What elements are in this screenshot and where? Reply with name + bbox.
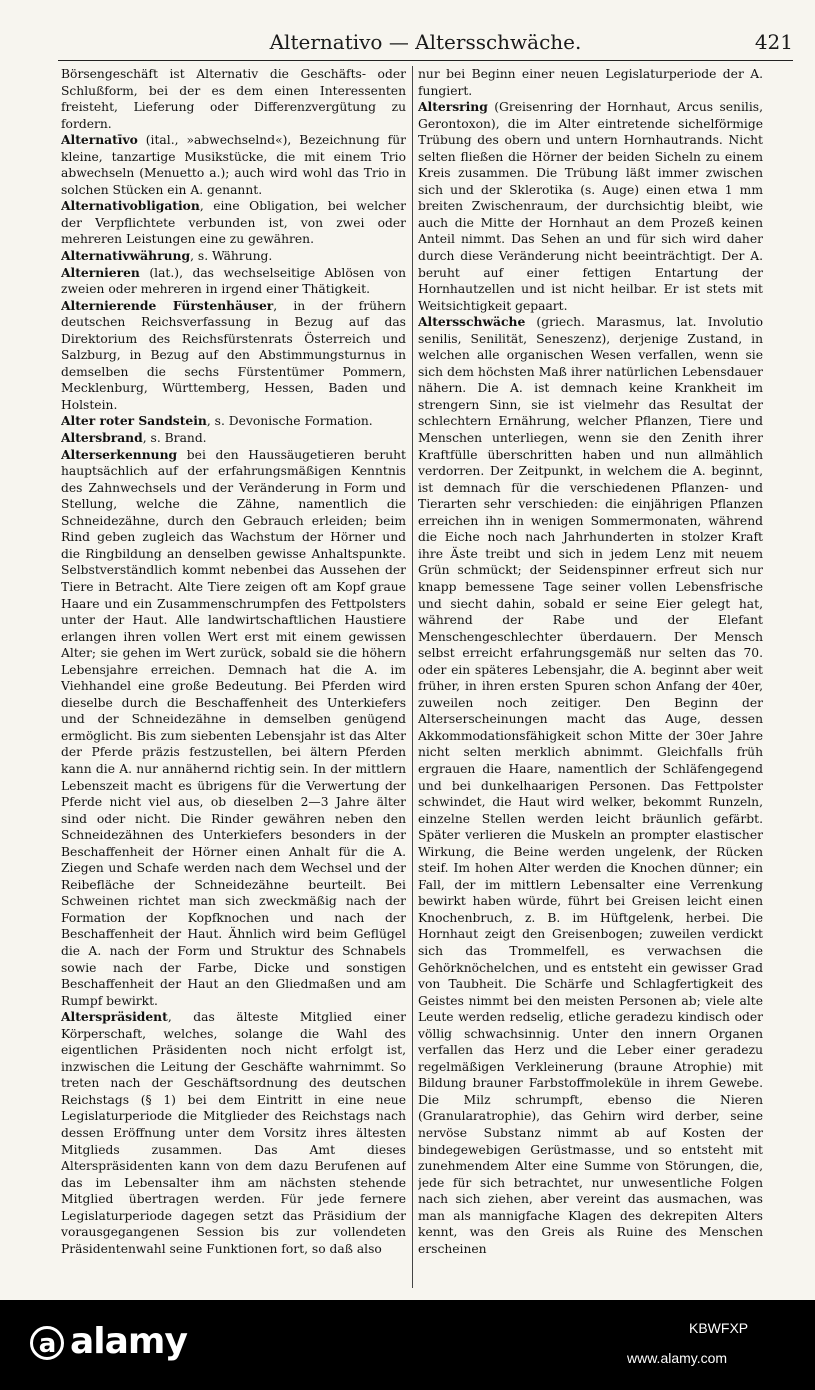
dictionary-entry: Alternativobligation, eine Obligation, bei welcher der Verpflichtete verbunden ist, von zwei oder mehreren Leistungen eine zu gewähren.	[61, 198, 406, 247]
page-header	[58, 30, 793, 58]
entry-headword: Alternativwährung	[61, 248, 191, 264]
entry-headword: Alternatīvo	[61, 132, 138, 148]
header-rule	[58, 60, 793, 61]
dictionary-entry: Alternatīvo (ital., »abwechselnd«), Bezeichnung für kleine, tanzartige Musikstücke, die mit einem Trio abwechseln (Menuetto a.); auch wird wohl das Trio in solchen Stücken ein A. genannt.	[61, 132, 406, 197]
dictionary-entry: Alterspräsident, das älteste Mitglied einer Körperschaft, welches, solange die Wahl des eigentlichen Präsidenten noch nicht erfolgt ist, inzwischen die Leitung der Geschäfte wahrnimmt. So treten nach der Geschäftsordnung des deutschen Reichstags (§ 1) bei dem Eintritt in eine neue Legislaturperiode die Mitglieder des Reichstags nach dessen Eröffnung unter dem Vorsitz ihres ältesten Mitglieds zusammen. Das Amt dieses Alterspräsidenten kann von dem dazu Berufenen auf das im Lebensalter ihm am nächsten stehende Mitglied übertragen werden. Für jede fernere Legislaturperiode dagegen setzt das Präsidium der vorausgegangenen Session bis zur vollendeten Präsidentenwahl seine Funktionen fort, so daß also	[61, 1009, 406, 1256]
entry-headword: Altersbrand	[61, 430, 143, 446]
entry-headword: Alternieren	[61, 264, 140, 280]
entry-headword: Alterserkennung	[61, 446, 178, 462]
image-id: KBWFXP	[689, 1320, 749, 1336]
column-divider	[412, 66, 413, 1288]
alamy-logo: a alamy	[30, 1321, 187, 1362]
dictionary-entry: Alterserkennung bei den Haussäugetieren beruht hauptsächlich auf der erfahrungsmäßigen Kenntnis des Zahnwechsels und der Veränderung in Form und Stellung, welche die Zähne, namentlich die Schneidezähne, durch den Gebrauch erleiden; beim Rind geben zugleich das Wachstum der Hörner und die Ringbildung an denselben gewisse Anhaltspunkte. Selbstverständlich kommt nebenbei das Aussehen der Tiere in Betracht. Alte Tiere zeigen oft am Kopf graue Haare und ein Zusammenschrumpfen des Fettpolsters unter der Haut. Alle landwirtschaftlichen Haustiere erlangen ihren vollen Wert erst mit einem gewissen Alter; sie gehen im Wert zurück, sobald sie die höhern Lebensjahre erreichen. Demnach hat die A. im Viehhandel eine große Bedeutung. Bei Pferden wird dieselbe durch die Beschaffenheit des Unterkiefers und der Schneidezähne in demselben genügend ermöglicht. Bis zum siebenten Lebensjahr ist das Alter der Pferde präzis festzustellen, bei ältern Pferden kann die A. nur annähernd richtig sein. In der mittlern Lebenszeit macht es übrigens für die Verwertung der Pferde nicht viel aus, ob dieselben 2—3 Jahre älter sind oder nicht. Die Rinder gewähren neben den Schneidezähnen des Unterkiefers besonders in der Beschaffenheit der Hörner einen Anhalt für die A. Ziegen und Schafe werden nach dem Wechsel und der Reibefläche der Schneidezähne beurteilt. Bei Schweinen richtet man sich zweckmäßig nach der Formation der Kopfknochen und nach der Beschaffenheit der Haut. Ähnlich wird beim Geflügel die A. nach der Form und Struktur des Schnabels sowie nach der Farbe, Dicke und sonstigen Beschaffenheit der Haut an den Gliedmaßen und am Rumpf bewirkt.	[61, 446, 406, 1008]
dictionary-entry: Altersbrand, s. Brand.	[61, 430, 207, 446]
dictionary-entry: nur bei Beginn einer neuen Legislaturperiode der A. fungiert.	[418, 67, 763, 98]
entry-headword: Alter roter Sandstein	[61, 413, 207, 429]
entry-headword: Alternierende Fürstenhäuser	[61, 297, 274, 313]
entry-headword: Altersring	[418, 99, 488, 115]
dictionary-entry: Alternieren (lat.), das wechselseitige Ablösen von zweien oder mehreren in irgend einer Thätigkeit.	[61, 264, 406, 297]
left-column	[61, 66, 406, 1286]
dictionary-entry: Alternierende Fürstenhäuser, in der frühern deutschen Reichsverfassung in Bezug auf das Direktorium des Reichsfürstenrats Österreich und Salzburg, in Bezug auf den Abstimmungsturnus in demselben die sechs Fürstentümer Pommern, Mecklenburg, Württemberg, Hessen, Baden und Holstein.	[61, 297, 406, 412]
site-url: www.alamy.com	[627, 1350, 728, 1366]
page-number: 421	[754, 30, 793, 54]
entry-headword: Alternativobligation	[61, 198, 200, 214]
dictionary-entry: Börsengeschäft ist Alternativ die Geschäfts- oder Schlußform, bei der es dem einen Interessenten freisteht, Lieferung oder Differenzvergütung zu fordern.	[61, 67, 406, 131]
right-column	[418, 66, 763, 1286]
entry-headword: Alterspräsident	[61, 1009, 168, 1025]
dictionary-entry: Altersring (Greisenring der Hornhaut, Arcus senilis, Gerontoxon), die im Alter eintretende sichelförmige Trübung des obern und untern Hornhautrands. Nicht selten fließen die Hörner der beiden Sicheln zu einem Kreis zusammen. Die Trübung läßt immer zwischen sich und der Sklerotika (s. Auge) einen etwa 1 mm breiten Zwischenraum, der durchsichtig bleibt, wie auch die Mitte der Hornhaut an dem Prozeß keinen Anteil nimmt. Das Sehen an und für sich wird daher durch diese Veränderung nicht beeinträchtigt. Der A. beruht auf einer fettigen Entartung der Hornhautzellen und ist nicht heilbar. Er ist stets mit Weitsichtigkeit gepaart.	[418, 99, 763, 313]
alamy-logo-icon: a	[30, 1326, 64, 1360]
dictionary-entry: Alter roter Sandstein, s. Devonische Formation.	[61, 413, 373, 429]
running-title: Alternativo — Altersschwäche.	[269, 30, 582, 54]
entry-headword: Altersschwäche	[418, 314, 526, 330]
dictionary-entry: Altersschwäche (griech. Marasmus, lat. Involutio senilis, Senilität, Seneszenz), derjenige Zustand, in welchen alle organischen Wesen verfallen, wenn sie sich dem höchsten Maß ihrer natürlichen Lebensdauer nähern. Die A. ist demnach keine Krankheit im strengern Sinn, sie ist vielmehr das Resultat der schlechtern Ernährung, welcher Pflanzen, Tiere und Menschen unterliegen, wenn sie den Zenith ihrer Kraftfülle überschritten haben und nun allmählich verdorren. Der Zeitpunkt, in welchem die A. beginnt, ist demnach für die verschiedenen Pflanzen- und Tierarten sehr verschieden: die einjährigen Pflanzen erreichen ihn in wenigen Sommermonaten, während die Eiche noch nach Jahrhunderten in stolzer Kraft ihre Äste treibt und sich in jedem Lenz mit neuem Grün schmückt; der Seidenspinner erfreut sich nur knapp bemessene Tage seiner vollen Lebensfrische und siecht dahin, sobald er seine Eier gelegt hat, während der Rabe und der Elefant Menschengeschlechter überdauern. Der Mensch selbst erreicht erfahrungsgemäß nur selten das 70. oder ein späteres Lebensjahr, die A. beginnt aber weit früher, in ihren ersten Spuren schon Anfang der 40er, zuweilen noch zeitiger. Den Beginn der Alterserscheinungen macht das Auge, dessen Akkommodationsfähigkeit schon Mitte der 30er Jahre nicht selten merklich abnimmt. Gleichfalls früh ergrauen die Haare, namentlich der Schläfengegend und bei dunkelhaarigen Personen. Das Fettpolster schwindet, die Haut wird welker, bekommt Runzeln, einzelne Stellen werden leicht bräunlich gefärbt. Später verlieren die Muskeln an prompter elastischer Wirkung, die Beine werden ungelenk, der Rücken steif. Im hohen Alter werden die Knochen dünner; ein Fall, der im mittlern Lebensalter eine Verrenkung bewirkt haben würde, führt bei Greisen leicht einen Knochenbruch, z. B. im Hüftgelenk, herbei. Die Hornhaut zeigt den Greisenbogen; zuweilen verdickt sich das Trommelfell, es verwachsen die Gehörknöchelchen, und es entsteht ein gewisser Grad von Taubheit. Die Schärfe und Schlagfertigkeit des Geistes nimmt bei den meisten Personen ab; viele alte Leute werden redselig, etliche geradezu kindisch oder völlig schwachsinnig. Unter den innern Organen verfallen das Herz und die Leber einer geradezu regelmäßigen Verkleinerung (braune Atrophie) mit Bildung brauner Farbstoffmoleküle in ihrem Gewebe. Die Milz schrumpft, ebenso die Nieren (Granularatrophie), das Gehirn wird derber, seine nervöse Substanz nimmt ab auf Kosten der bindegewebigen Gerüstmasse, und so entsteht mit zunehmendem Alter eine Summe von Störungen, die, jede für sich betrachtet, nur unwesentliche Folgen nach sich ziehen, aber vereint das ausmachen, was man als mannigfache Klagen des dekrepiten Alters kennt, was den Greis als Ruine des Menschen erscheinen	[418, 314, 763, 1256]
dictionary-entry: Alternativwährung, s. Währung.	[61, 248, 273, 264]
